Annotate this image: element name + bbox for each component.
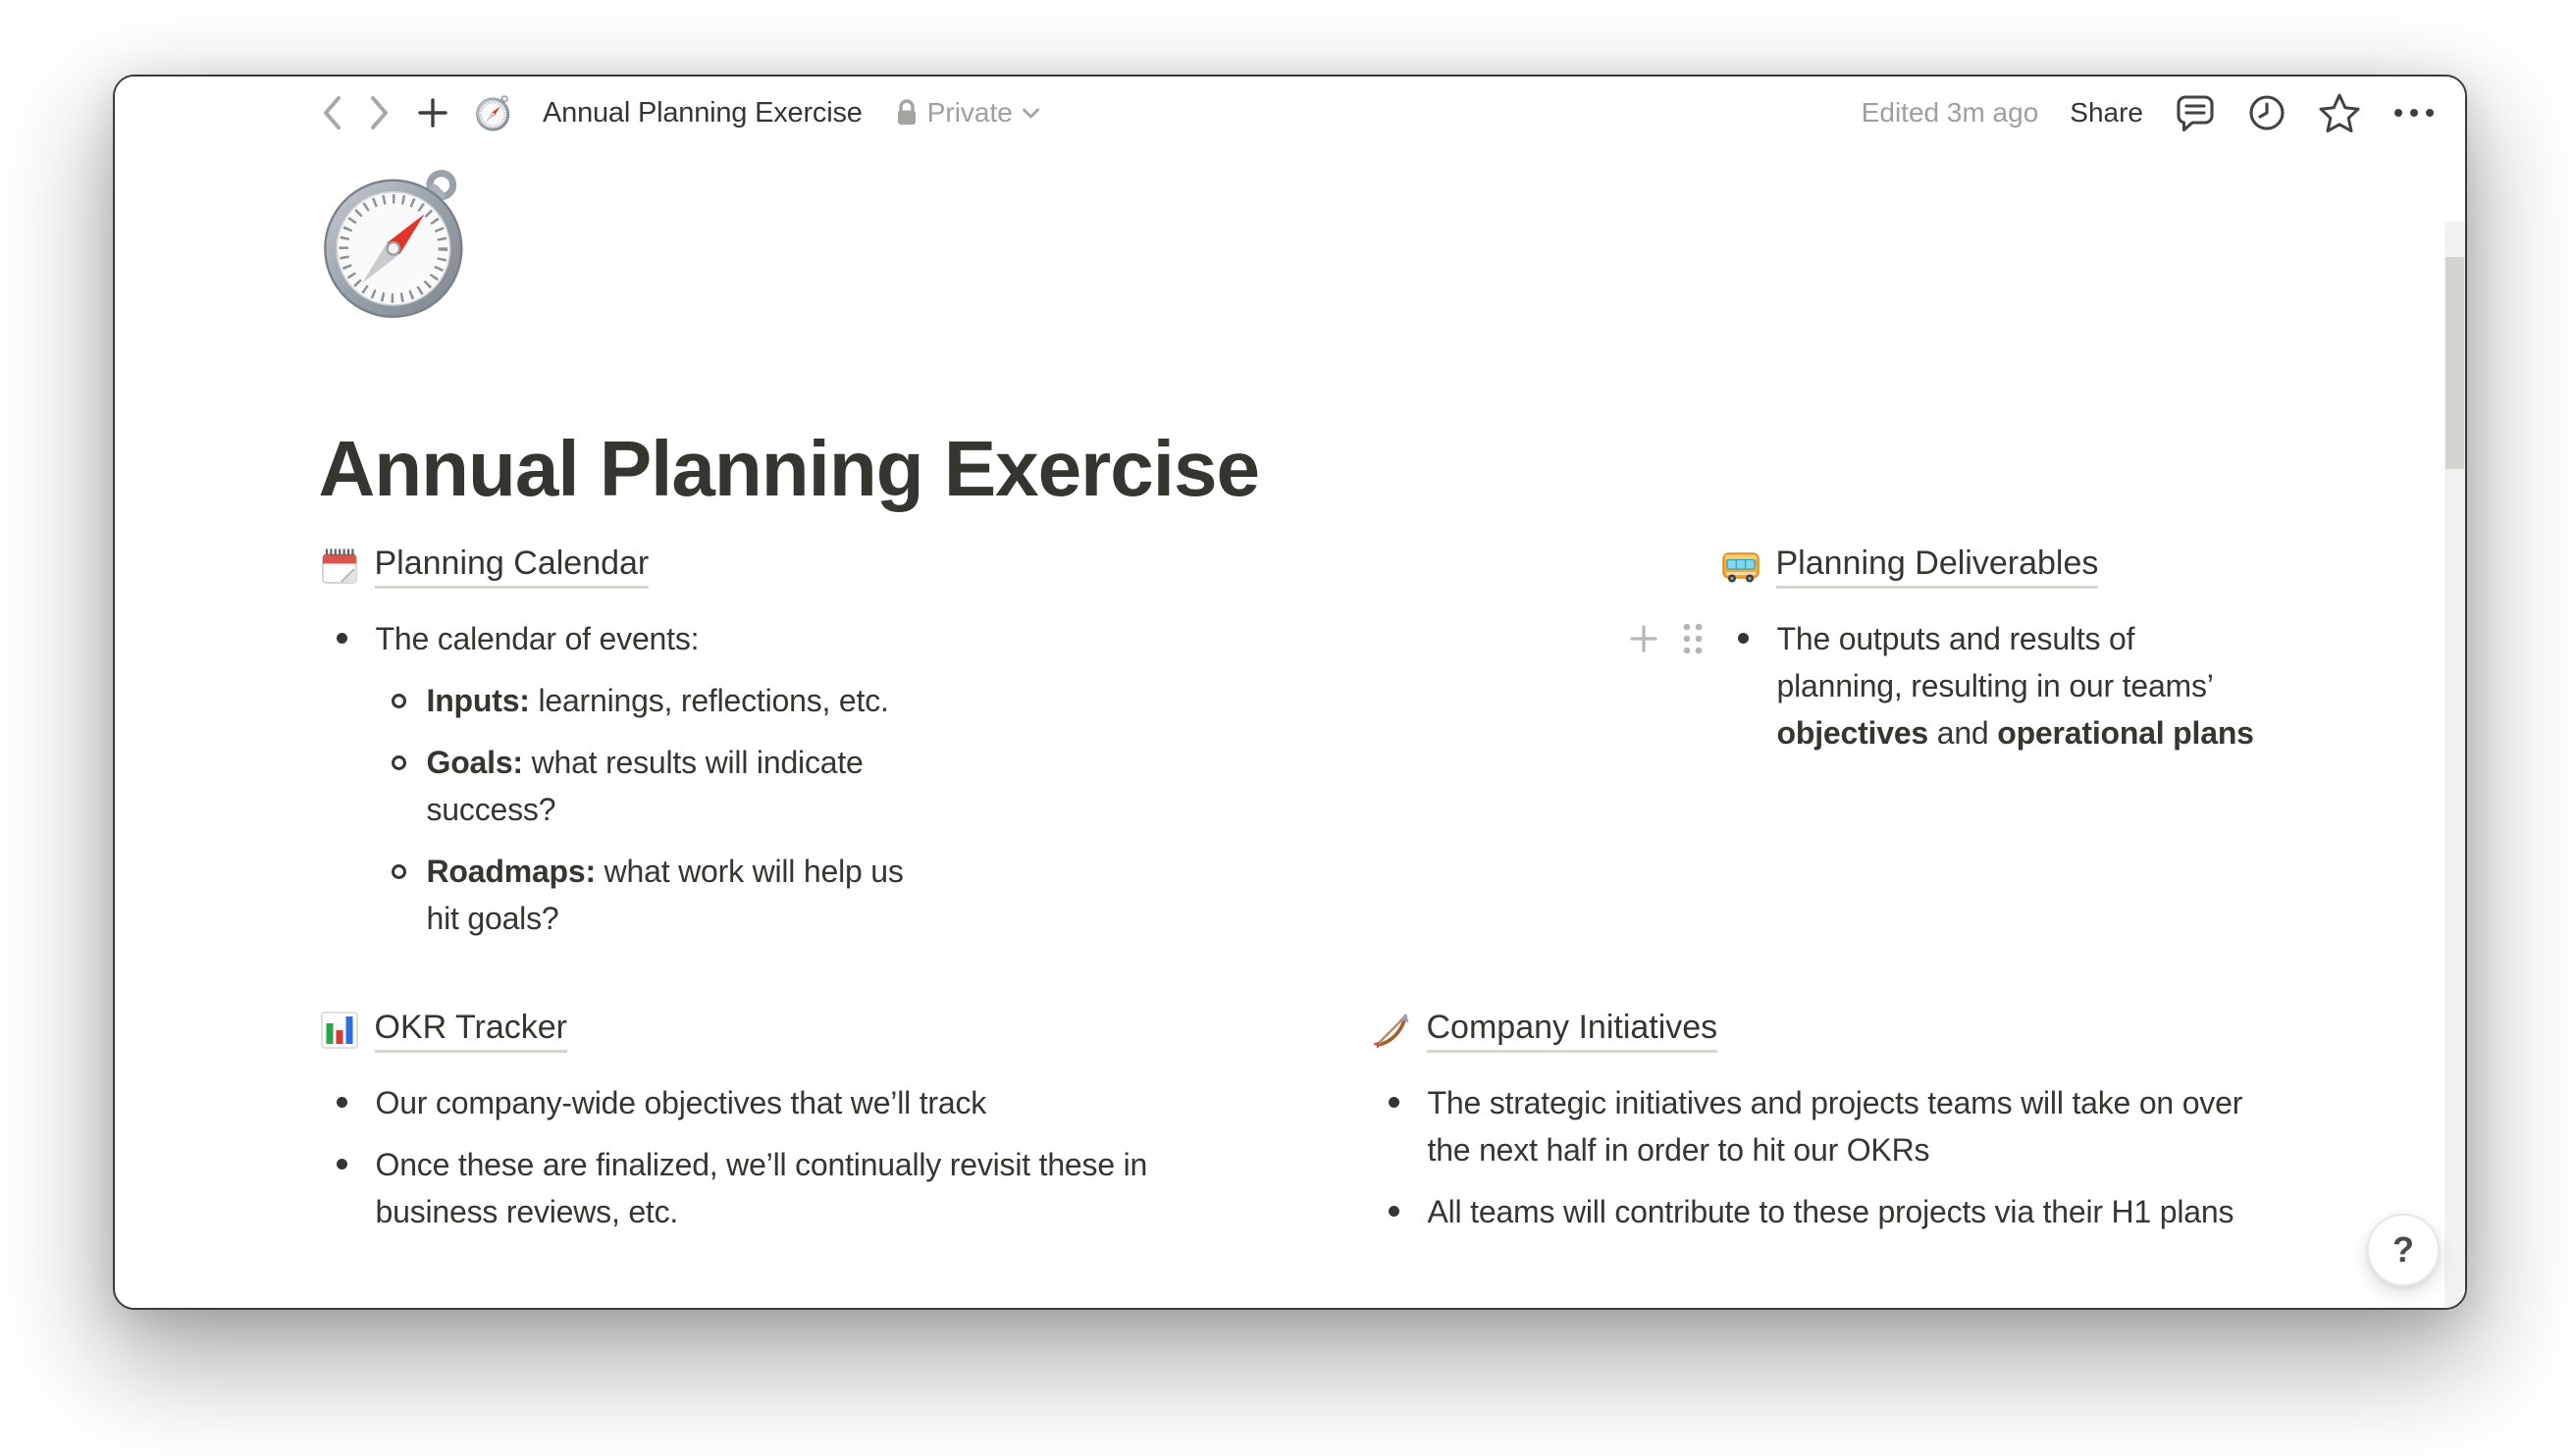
comments-button[interactable]	[2175, 92, 2216, 133]
bow-and-arrow-icon	[1371, 1010, 1412, 1051]
section-title: Planning Calendar	[375, 545, 650, 589]
lock-icon	[895, 98, 919, 128]
column-company-initiatives	[1371, 1007, 2262, 1235]
column-row-1	[319, 543, 2262, 942]
last-edited-label: Edited 3m ago	[1861, 97, 2039, 128]
column-okr-tracker	[319, 1007, 1181, 1235]
planning-deliverables-link[interactable]	[1720, 543, 2262, 590]
bullet-item: The strategic initiatives and projects teams will take on over the next half in order to hit our OKRs	[1371, 1079, 2262, 1173]
company-initiatives-link[interactable]	[1371, 1007, 2262, 1054]
history-button[interactable]	[2247, 93, 2286, 132]
help-button[interactable]: ?	[2367, 1214, 2440, 1286]
compass-page-icon-small	[475, 94, 512, 131]
column-planning-calendar	[319, 543, 918, 942]
notion-window	[113, 75, 2467, 1310]
privacy-label: Private	[926, 97, 1013, 128]
block-hover-controls	[1626, 617, 1710, 660]
bar-chart-icon	[319, 1010, 360, 1051]
column-row-2	[319, 1007, 2262, 1235]
sub-bullet-item: Goals: what results will indicate success?	[376, 739, 918, 833]
forward-button[interactable]	[369, 94, 391, 131]
back-button[interactable]	[321, 94, 342, 131]
section-title: Company Initiatives	[1427, 1009, 1718, 1053]
privacy-dropdown[interactable]	[895, 97, 1040, 129]
bullet-item: Our company-wide objectives that we’ll track	[319, 1079, 1181, 1126]
sidebar-menu-button[interactable]	[258, 99, 294, 127]
chevron-left-icon	[321, 94, 342, 131]
planning-calendar-link[interactable]	[319, 543, 918, 590]
sub-bullet-list	[376, 677, 918, 942]
page-title: Annual Planning Exercise	[318, 425, 1259, 512]
add-block-button[interactable]	[1626, 617, 1661, 660]
drag-handle[interactable]	[1675, 617, 1710, 660]
bus-icon	[1720, 546, 1761, 587]
spiral-calendar-icon	[319, 546, 360, 587]
page-scroll-area	[115, 149, 2465, 1308]
favorite-button[interactable]	[2318, 92, 2361, 133]
bullet-item: The calendar of events: Inputs: learnings, reflections, etc. Goals: what results will indicate success? Roadmaps: what work will help us hit goals?	[319, 615, 918, 942]
column-planning-deliverables	[1720, 543, 2262, 942]
scrollbar-thumb[interactable]	[2445, 257, 2464, 469]
section-title: OKR Tracker	[375, 1009, 567, 1053]
chevron-down-icon	[1022, 107, 1040, 120]
scrollbar-track[interactable]	[2444, 222, 2465, 1308]
bullet-item: All teams will contribute to these projects via their H1 plans	[1371, 1188, 2262, 1235]
bullet-item: The outputs and results of planning, resulting in our teams’ objectives and operational plans	[1720, 615, 2262, 756]
drag-handle-icon	[1680, 621, 1706, 656]
more-options-button[interactable]	[2392, 107, 2436, 119]
topbar	[115, 77, 2465, 149]
ellipsis-icon	[2392, 107, 2436, 119]
breadcrumb-page-title[interactable]: Annual Planning Exercise	[543, 96, 863, 129]
sub-bullet-item: Inputs: learnings, reflections, etc.	[376, 677, 918, 724]
comment-icon	[2175, 92, 2216, 133]
section-title: Planning Deliverables	[1776, 545, 2099, 589]
sub-bullet-item: Roadmaps: what work will help us hit goals?	[376, 848, 918, 942]
plus-icon	[1629, 624, 1658, 653]
plus-icon	[417, 97, 448, 129]
clock-icon	[2247, 93, 2286, 132]
compass-page-icon[interactable]	[319, 165, 474, 320]
share-button[interactable]: Share	[2070, 97, 2143, 128]
bullet-item: Once these are finalized, we’ll continually revisit these in business reviews, etc.	[319, 1141, 1181, 1235]
new-page-button[interactable]	[417, 97, 448, 129]
okr-tracker-link[interactable]	[319, 1007, 1181, 1054]
chevron-right-icon	[369, 94, 391, 131]
star-icon	[2318, 92, 2361, 133]
